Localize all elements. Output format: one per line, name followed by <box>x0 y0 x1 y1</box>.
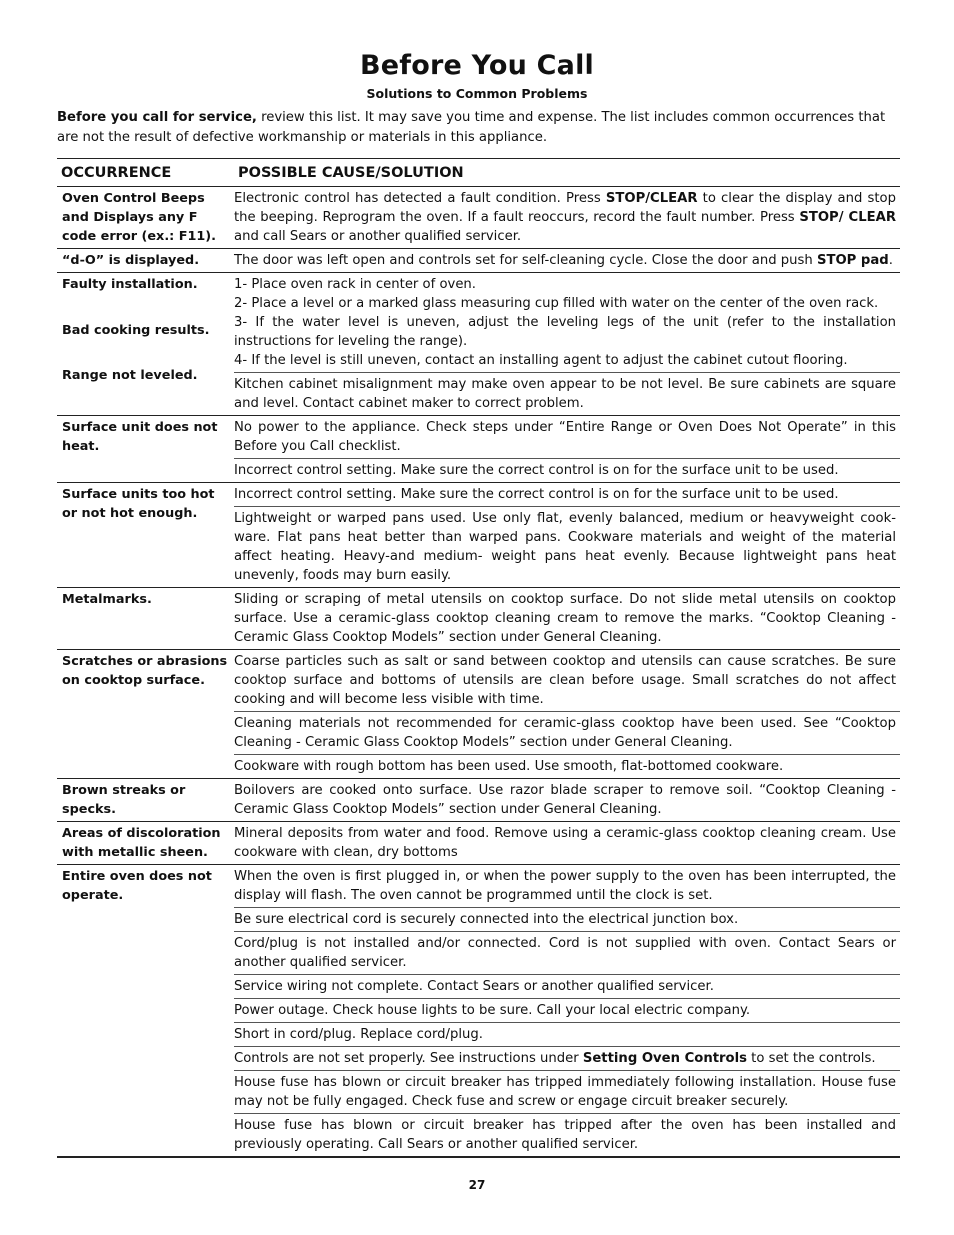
solution-paragraph <box>234 714 896 752</box>
occurrence-text: Entire oven does not <box>62 869 212 884</box>
solution-text: Service wiring not complete. Contact Sears or another qualified servicer. <box>234 979 714 994</box>
solution-cell <box>234 483 900 587</box>
solution-text: Cookware with rough bottom has been used. Use smooth, flat-bottomed cookware. <box>234 759 784 774</box>
solution-text: to set the controls. <box>746 1051 876 1066</box>
solution-block <box>234 249 900 272</box>
solution-text: Lightweight or warped pans used. Use only flat, evenly balanced, medium or heavyweight cook-ware. Flat pans heat better than warped pans. Cookware materials and weight of the material affect heating. Heavy-and medium- weight pans heat evenly. Because lightweight pans heat unevenly, foods may burn easily. <box>234 511 896 583</box>
occurrence-cell <box>57 779 234 821</box>
table-row <box>57 249 900 273</box>
solution-paragraph <box>234 1116 896 1154</box>
solution-paragraph <box>234 757 896 776</box>
header-solution: POSSIBLE CAUSE/SOLUTION <box>238 164 464 181</box>
solution-block <box>234 507 900 587</box>
solution-block <box>234 755 900 778</box>
solution-emphasis: STOP/CLEAR <box>605 191 698 206</box>
solution-paragraph <box>234 977 896 996</box>
solution-emphasis: STOP/ CLEAR <box>799 210 897 225</box>
solution-paragraph <box>234 275 896 294</box>
occurrence-cell <box>57 822 234 864</box>
header-occurrence: OCCURRENCE <box>61 164 172 181</box>
solution-cell <box>234 249 900 272</box>
solution-paragraph <box>234 1049 896 1068</box>
solution-emphasis: Setting Oven Controls <box>582 1051 747 1066</box>
table-row <box>57 416 900 483</box>
solution-paragraph <box>234 867 896 905</box>
solution-paragraph <box>234 461 896 480</box>
solution-text: House fuse has blown or circuit breaker has tripped after the oven has been installed and previously operating. Call Sears or another qualified servicer. <box>234 1118 896 1152</box>
solution-block <box>234 1071 900 1114</box>
solution-block <box>234 273 900 373</box>
solution-block <box>234 779 900 821</box>
occurrence-text: Surface units too hot <box>62 487 215 502</box>
occurrence-text: Surface unit does not <box>62 420 218 435</box>
solution-block <box>234 999 900 1023</box>
table-header <box>57 159 900 187</box>
solution-block <box>234 373 900 415</box>
solution-paragraph <box>234 824 896 862</box>
solution-text: Coarse particles such as salt or sand between cooktop and utensils can cause scratches. Be sure cooktop surface and bottoms of utensils are clean before usage. Small scratches do not affect cooking and will become less visible with time. <box>234 654 896 707</box>
solution-text: When the oven is first plugged in, or when the power supply to the oven has been interrupted, the display will flash. The oven cannot be programmed until the clock is set. <box>234 869 896 903</box>
intro-text: review this list. It may save you time and expense. The list includes common occurrences that are not the result of defective workmanship or materials in this appliance. <box>57 110 886 145</box>
occurrence-text: or not hot enough. <box>62 506 198 521</box>
solution-text: Electronic control has detected a fault condition. Press <box>234 191 606 206</box>
solution-emphasis: STOP pad <box>816 253 889 268</box>
solution-text: House fuse has blown or circuit breaker has tripped immediately following installation. House fuse may not be fully engaged. Check fuse and screw or engage circuit breaker securely. <box>234 1075 896 1109</box>
occurrence-text: Metalmarks. <box>62 592 152 607</box>
solution-text: The door was left open and controls set for self-cleaning cycle. Close the door and push <box>234 253 817 268</box>
solution-text: Be sure electrical cord is securely connected into the electrical junction box. <box>234 912 739 927</box>
solution-text: Short in cord/plug. Replace cord/plug. <box>234 1027 483 1042</box>
troubleshooting-table <box>57 158 900 1158</box>
solution-cell <box>234 588 900 649</box>
solution-block <box>234 187 900 248</box>
occurrence-cell <box>57 650 234 778</box>
solution-block <box>234 1023 900 1047</box>
occurrence-cell <box>57 273 234 415</box>
solution-paragraph <box>234 1025 896 1044</box>
solution-text: No power to the appliance. Check steps under “Entire Range or Oven Does Not Operate” in this Before you Call checklist. <box>234 420 896 454</box>
page-title: Before You Call <box>359 50 594 81</box>
solution-text: to clear the display and stop the beeping. Reprogram the oven. If a fault reoccurs, record the fault number. Press <box>234 191 896 225</box>
occurrence-cell <box>57 416 234 482</box>
solution-text: Sliding or scraping of metal utensils on cooktop surface. Do not slide metal utensils on cooktop surface. Use a ceramic-glass cooktop cleaning cream to remove the marks. “Cooktop Cleaning - Ceramic Glass Cooktop Models” section under General Cleaning. <box>234 592 896 645</box>
solution-paragraph <box>234 418 896 456</box>
solution-text: 1- Place oven rack in center of oven. <box>234 277 476 292</box>
table-row <box>57 483 900 588</box>
intro-lead: Before you call for service, <box>57 110 257 125</box>
table-row <box>57 822 900 865</box>
occurrence-text: Faulty installation. <box>62 277 198 292</box>
occurrence-cell <box>57 865 234 1156</box>
occurrence-text: Areas of discoloration <box>62 826 221 841</box>
page-number: 27 <box>468 1178 486 1192</box>
table-row <box>57 588 900 650</box>
solution-cell <box>234 650 900 778</box>
solution-cell <box>234 273 900 415</box>
solution-text: Mineral deposits from water and food. Remove using a ceramic-glass cooktop cleaning cream. Use cookware with clean, dry bottoms <box>234 826 896 860</box>
solution-paragraph <box>234 1001 896 1020</box>
page-subtitle: Solutions to Common Problems <box>366 86 588 101</box>
occurrence-text: Oven Control Beeps <box>62 191 205 206</box>
solution-text: 2- Place a level or a marked glass measuring cup filled with water on the center of the oven rack. <box>234 296 879 311</box>
table-row <box>57 650 900 779</box>
solution-block <box>234 588 900 649</box>
occurrence-text: “d-O” is displayed. <box>62 253 200 268</box>
spacer <box>62 294 230 321</box>
occurrence-text: specks. <box>62 802 117 817</box>
solution-block <box>234 1114 900 1156</box>
intro-paragraph <box>57 108 902 148</box>
solution-paragraph <box>234 590 896 647</box>
solution-text: Incorrect control setting. Make sure the correct control is on for the surface unit to be used. <box>234 487 839 502</box>
solution-text: Kitchen cabinet misalignment may make oven appear to be not level. Be sure cabinets are square and level. Contact cabinet maker to correct problem. <box>234 377 896 411</box>
solution-block <box>234 865 900 908</box>
solution-paragraph <box>234 934 896 972</box>
occurrence-cell <box>57 483 234 587</box>
solution-text: Boilovers are cooked onto surface. Use razor blade scraper to remove soil. “Cooktop Cleaning - Ceramic Glass Cooktop Models” section under General Cleaning. <box>234 783 896 817</box>
occurrence-text: Scratches or abrasions <box>62 654 228 669</box>
solution-text: 4- If the level is still uneven, contact an installing agent to adjust the cabinet cutout flooring. <box>234 353 848 368</box>
solution-block <box>234 932 900 975</box>
occurrence-text: code error (ex.: F11). <box>62 229 217 244</box>
solution-text: . <box>888 253 893 268</box>
solution-block <box>234 459 900 482</box>
solution-paragraph <box>234 294 896 313</box>
occurrence-text: heat. <box>62 439 100 454</box>
solution-block <box>234 822 900 864</box>
table-row <box>57 865 900 1156</box>
solution-paragraph <box>234 375 896 413</box>
occurrence-cell <box>57 588 234 649</box>
solution-paragraph <box>234 781 896 819</box>
solution-paragraph <box>234 313 896 351</box>
solution-block <box>234 908 900 932</box>
solution-block <box>234 416 900 459</box>
solution-block <box>234 975 900 999</box>
table-body <box>57 187 900 1156</box>
solution-text: and call Sears or another qualified servicer. <box>234 229 522 244</box>
solution-text: Cleaning materials not recommended for ceramic-glass cooktop have been used. See “Cooktop Cleaning - Ceramic Glass Cooktop Models” section under General Cleaning. <box>234 716 896 750</box>
table-row <box>57 779 900 822</box>
solution-paragraph <box>234 485 896 504</box>
occurrence-text: operate. <box>62 888 124 903</box>
solution-text: 3- If the water level is uneven, adjust the leveling legs of the unit (refer to the installation instructions for leveling the range). <box>234 315 896 349</box>
occurrence-text: on cooktop surface. <box>62 673 205 688</box>
solution-paragraph <box>234 251 896 270</box>
occurrence-cell <box>57 187 234 248</box>
solution-text: Power outage. Check house lights to be sure. Call your local electric company. <box>234 1003 751 1018</box>
solution-cell <box>234 187 900 248</box>
solution-block <box>234 650 900 712</box>
solution-cell <box>234 865 900 1156</box>
occurrence-text: and Displays any F <box>62 210 198 225</box>
occurrence-text: Bad cooking results. <box>62 322 210 338</box>
occurrence-cell <box>57 249 234 272</box>
solution-cell <box>234 779 900 821</box>
solution-paragraph <box>234 189 896 246</box>
table-row <box>57 273 900 416</box>
solution-block <box>234 483 900 507</box>
occurrence-text: Range not leveled. <box>62 368 198 383</box>
solution-block <box>234 712 900 755</box>
solution-text: Cord/plug is not installed and/or connected. Cord is not supplied with oven. Contact Sears or another qualified servicer. <box>234 936 896 970</box>
solution-paragraph <box>234 509 896 585</box>
solution-block <box>234 1047 900 1071</box>
solution-cell <box>234 822 900 864</box>
solution-paragraph <box>234 351 896 370</box>
table-row <box>57 187 900 249</box>
occurrence-text: with metallic sheen. <box>62 845 208 860</box>
solution-text: Incorrect control setting. Make sure the correct control is on for the surface unit to be used. <box>234 463 839 478</box>
solution-cell <box>234 416 900 482</box>
spacer <box>62 340 230 367</box>
solution-paragraph <box>234 1073 896 1111</box>
solution-text: Controls are not set properly. See instructions under <box>234 1051 583 1066</box>
solution-paragraph <box>234 652 896 709</box>
occurrence-text: Brown streaks or <box>62 783 186 798</box>
solution-paragraph <box>234 910 896 929</box>
